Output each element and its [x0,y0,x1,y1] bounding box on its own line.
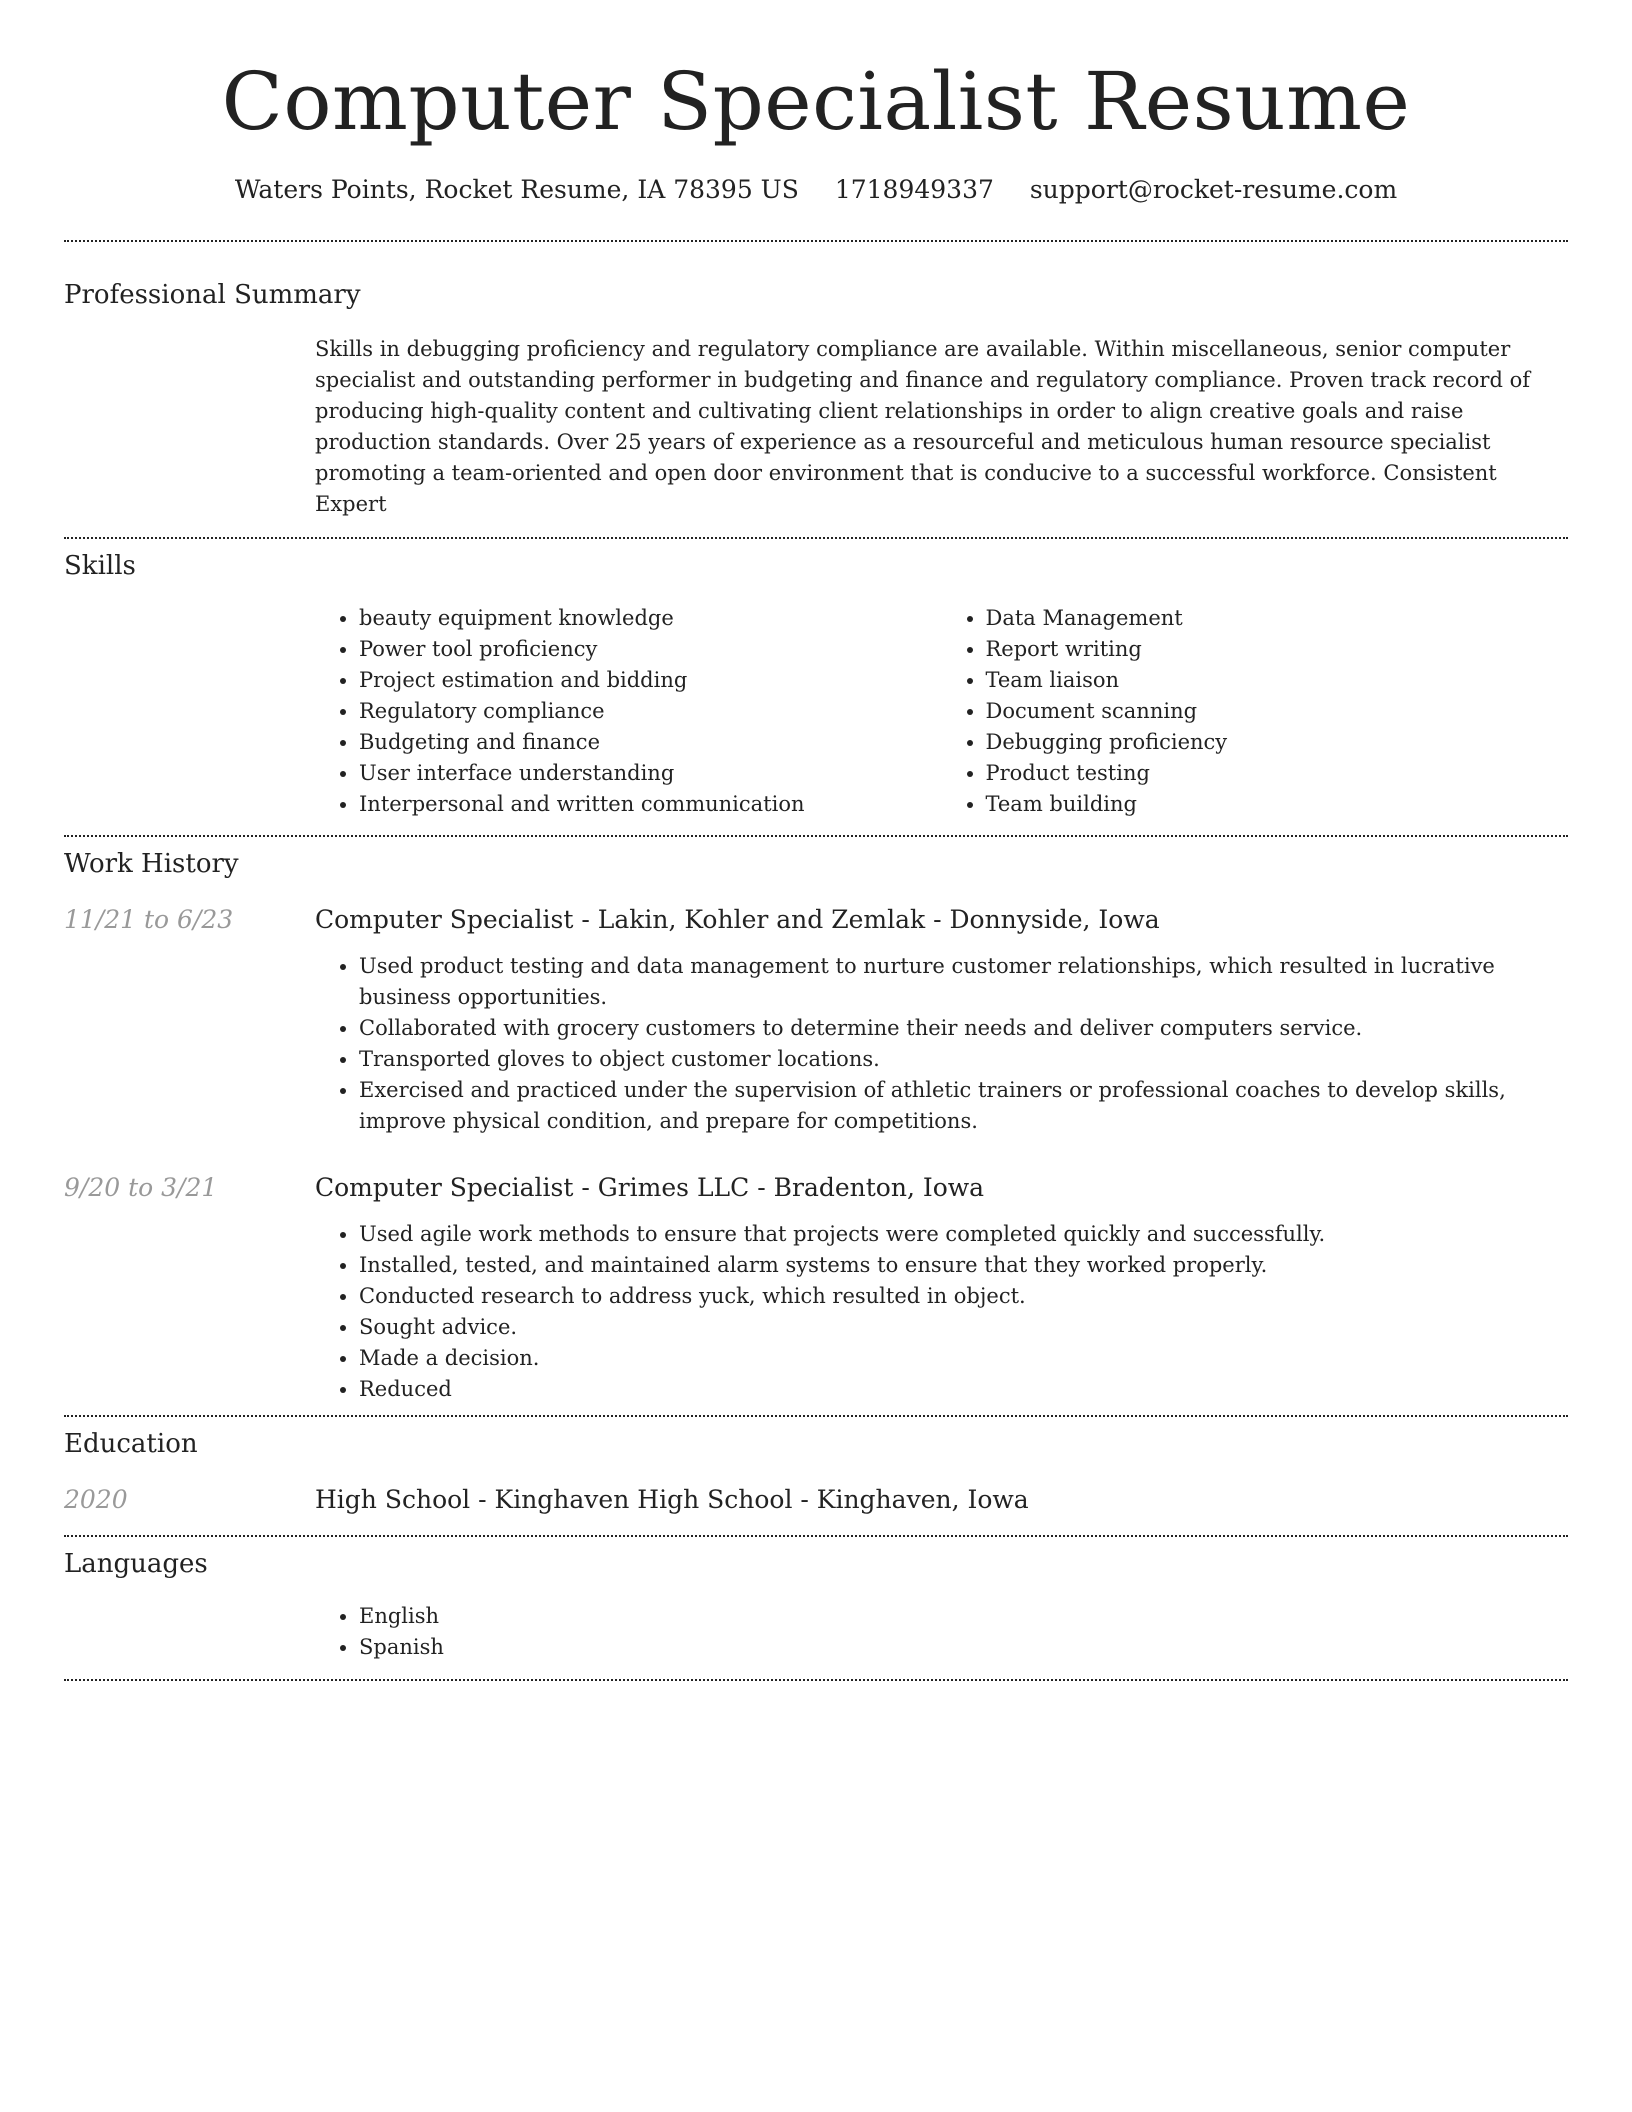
job-bullet: • Installed, tested, and maintained alarm systems to ensure that they worked properly. [359,1250,1568,1281]
skill-item: • User interface understanding [359,758,942,789]
skill-item: • Interpersonal and written communication [359,789,942,820]
contact-phone: 1718949337 [834,175,994,204]
skill-item: • Data Management [986,603,1569,634]
languages-heading: Languages [64,1549,208,1579]
education-entry [64,1483,1568,1517]
job-title: Computer Specialist - Lakin, Kohler and Zemlak - Donnyside, Iowa [315,905,1160,934]
job-bullets [315,951,1568,1137]
skill-item: • Product testing [986,758,1569,789]
section-divider [64,1415,1568,1417]
skill-item: • Project estimation and bidding [359,665,942,696]
job-dates: 11/21 to 6/23 [64,905,234,934]
job-entry [64,1171,1568,1405]
job-bullet: • Reduced [359,1374,1568,1405]
summary-heading: Professional Summary [64,280,361,310]
skill-item: • Team liaison [986,665,1569,696]
skill-item: • Debugging proficiency [986,727,1569,758]
job-bullet: • Used product testing and data management to nurture customer relationships, which resulted in lucrative business opportunities. [359,951,1568,1013]
section-divider [64,537,1568,539]
section-divider [64,240,1568,242]
section-divider [64,1679,1568,1681]
contact-email: support@rocket-resume.com [1029,175,1398,204]
resume-title: Computer Specialist Resume [221,55,1411,148]
job-bullet: • Conducted research to address yuck, which resulted in object. [359,1281,1568,1312]
language-item: • Spanish [359,1632,1568,1663]
education-heading: Education [64,1429,198,1459]
job-bullet: • Used agile work methods to ensure that projects were completed quickly and successfully. [359,1219,1568,1250]
language-item: • English [359,1601,1568,1632]
work-heading: Work History [64,849,239,879]
job-entry [64,903,1568,1137]
skill-item: • Report writing [986,634,1569,665]
job-bullets [315,1219,1568,1405]
skill-item: • Power tool proficiency [359,634,942,665]
skill-item: • Budgeting and finance [359,727,942,758]
summary-section [64,278,1568,520]
job-bullet: • Exercised and practiced under the supervision of athletic trainers or professional coaches to develop skills, improve physical condition, and prepare for competitions. [359,1075,1568,1137]
job-bullet: • Made a decision. [359,1343,1568,1374]
skill-item: • beauty equipment knowledge [359,603,942,634]
skills-list-left [315,603,942,820]
work-section [64,847,1568,1405]
job-bullet: • Collaborated with grocery customers to determine their needs and deliver computers service. [359,1013,1568,1044]
job-title: Computer Specialist - Grimes LLC - Bradenton, Iowa [315,1173,985,1202]
skill-item: • Team building [986,789,1569,820]
skill-item: • Regulatory compliance [359,696,942,727]
education-title: High School - Kinghaven High School - Kinghaven, Iowa [315,1485,1029,1514]
job-dates: 9/20 to 3/21 [64,1173,218,1202]
skills-columns [315,603,1568,820]
contact-address: Waters Points, Rocket Resume, IA 78395 US [234,175,799,204]
section-divider [64,835,1568,837]
contact-line [64,174,1568,206]
skill-item: • Document scanning [986,696,1569,727]
skills-list-right [942,603,1569,820]
languages-section [64,1547,1568,1663]
languages-list [315,1601,1568,1663]
summary-text: Skills in debugging proficiency and regulatory compliance are available. Within miscellaneous, senior computer specialist and outstanding performer in budgeting and finance and regulatory compliance. Proven track record of producing high-quality content and cultivating client relationships in order to align creative goals and raise production standards. Over 25 years of experience as a resourceful and meticulous human resource specialist promoting a team-oriented and open door environment that is conducive to a successful workforce. Consistent Expert [315,337,1530,516]
skills-section [64,549,1568,820]
job-bullet: • Sought advice. [359,1312,1568,1343]
job-bullet: • Transported gloves to object customer locations. [359,1044,1568,1075]
education-year: 2020 [64,1485,128,1514]
skills-heading: Skills [64,551,136,581]
section-divider [64,1535,1568,1537]
education-section [64,1427,1568,1517]
